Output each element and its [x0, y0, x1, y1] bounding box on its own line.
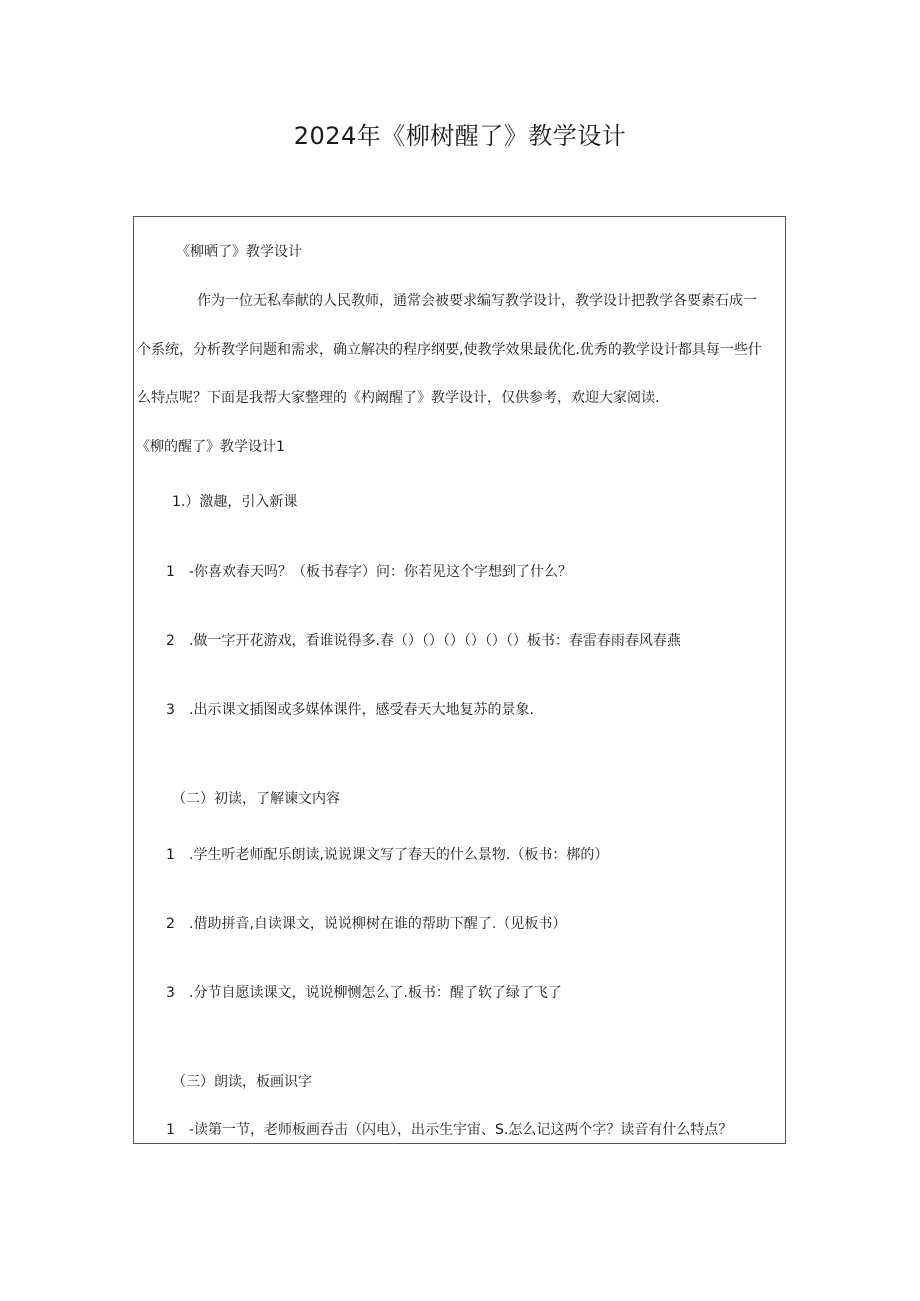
intro-line-1: 作为一位无私奉献的人民教师，通常会被要求编写教学设计，教学设计把教学各要素石成一	[197, 293, 757, 309]
design-subtitle: 《柳晒了》教学设计	[176, 244, 302, 260]
list-item: .做一字开花游戏，看谁说得多.春（）（）（）（）（）（）板书：春雷春雨春风春燕	[189, 633, 681, 649]
list-item: .学生听老师配乐朗读,说说课文写了春天的什么景物.（板书：梆的）	[189, 847, 609, 863]
page-title: 2024年《柳树醒了》教学设计	[293, 122, 627, 150]
section-heading-2: （二）初读，了解谏文内容	[172, 791, 340, 807]
item-number: 2	[166, 633, 175, 649]
item-number: 2	[166, 916, 175, 932]
list-item: -读第一节，老师板画吞击（闪电），出示生宇宙、S.怎么记这两个字？读音有什么特点？	[189, 1122, 733, 1138]
design-heading: 《柳的醒了》教学设计1	[136, 439, 285, 455]
item-number: 1	[166, 564, 175, 580]
item-number: 1	[166, 1122, 175, 1138]
list-item: .借助拼音,自读课文，说说柳树在谁的帮助下醒了.（见板书）	[189, 916, 567, 932]
item-number: 3	[166, 702, 175, 718]
intro-line-2: 个系统，分析教学问题和需求，确立解决的程序纲要,使教学效果最优化.优秀的教学设计都具每一些什	[137, 342, 762, 358]
item-number: 3	[166, 985, 175, 1001]
list-item: -你喜欢春天吗？（板书春字）问：你若见这个字想到了什么？	[189, 564, 573, 580]
list-item: .出示课文插图或多媒体课件，感受春天大地复苏的景象.	[189, 702, 534, 718]
section-heading-1: 1.）激趣，引入新课	[172, 494, 298, 510]
intro-line-3: 么特点呢？下面是我帮大家整理的《杓阚醒了》教学设计，仅供参考，欢迎大家阅读.	[137, 390, 660, 406]
section-heading-3: （三）朗读，板画识字	[172, 1074, 312, 1090]
item-number: 1	[166, 847, 175, 863]
list-item: .分节自愿读课文，说说柳恻怎么了.板书：醒了软了绿了飞了	[189, 985, 562, 1001]
